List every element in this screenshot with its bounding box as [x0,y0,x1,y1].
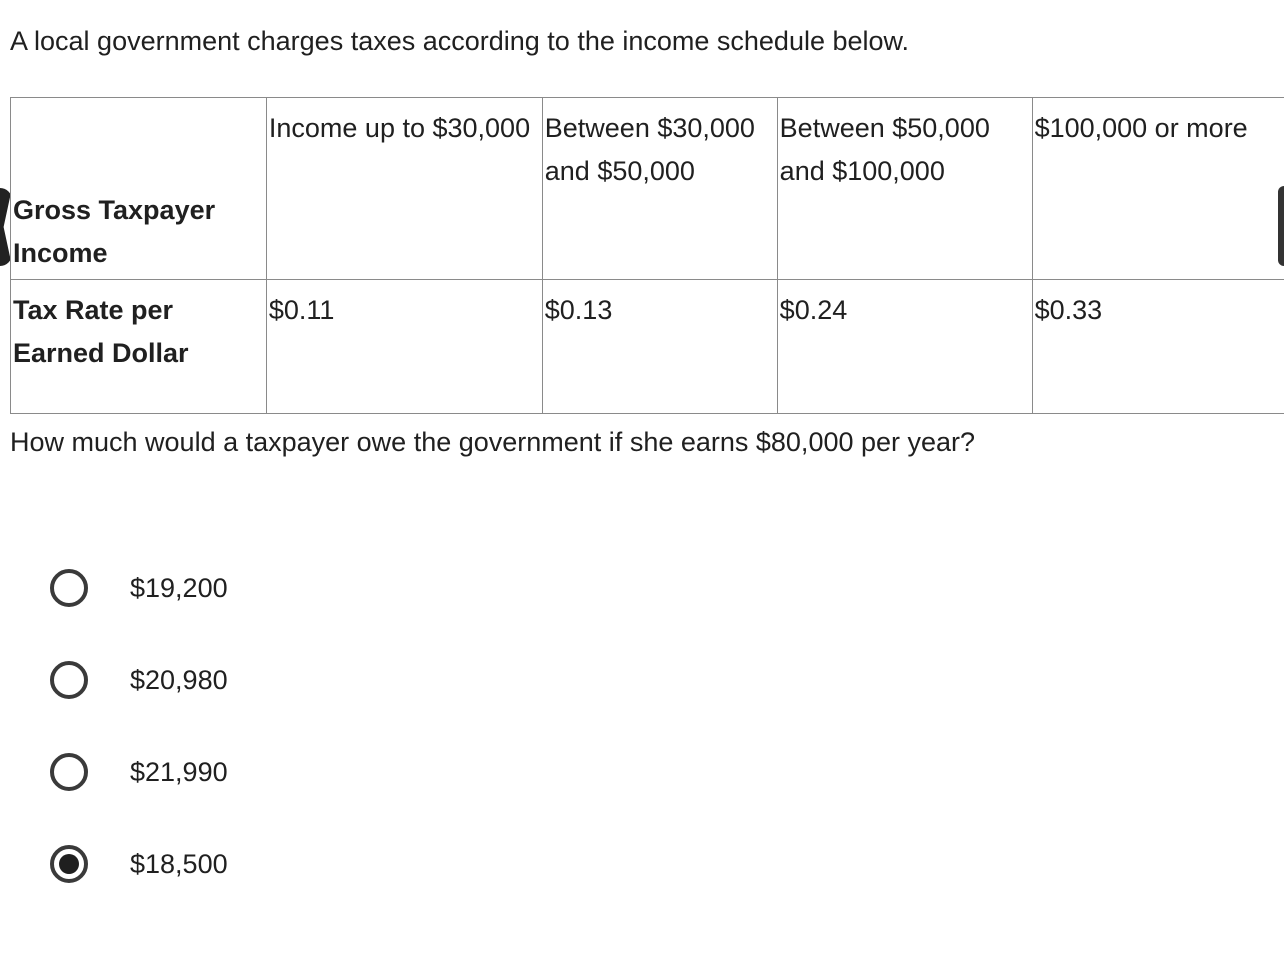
answer-option-3[interactable] [50,750,228,842]
option-label: $20,980 [130,665,228,695]
answer-option-4[interactable] [50,842,228,934]
radio-button[interactable] [50,753,88,791]
table-cell: $0.11 [266,280,542,414]
table-row [11,280,1284,414]
tax-schedule-table [10,97,1284,414]
question-text: How much would a taxpayer owe the government if she earns $80,000 per year? [10,427,976,457]
table-row [11,98,1284,280]
answer-options [50,566,228,934]
table-cell: $100,000 or more [1032,98,1284,280]
table-cell: $0.13 [542,280,777,414]
intro-text: A local government charges taxes according to the income schedule below. [10,26,910,56]
radio-button[interactable] [50,661,88,699]
row-header-gross-income: Gross Taxpayer Income [11,98,267,280]
table-cell: Between $50,000 and $100,000 [777,98,1032,280]
table-cell: Between $30,000 and $50,000 [542,98,777,280]
answer-option-2[interactable] [50,658,228,750]
radio-button[interactable] [50,569,88,607]
table-cell: $0.33 [1032,280,1284,414]
option-label: $21,990 [130,757,228,787]
radio-button[interactable] [50,845,88,883]
answer-option-1[interactable] [50,566,228,658]
table-cell: Income up to $30,000 [266,98,542,280]
row-header-tax-rate: Tax Rate per Earned Dollar [11,280,267,414]
table-cell: $0.24 [777,280,1032,414]
option-label: $19,200 [130,573,228,603]
option-label: $18,500 [130,849,228,879]
